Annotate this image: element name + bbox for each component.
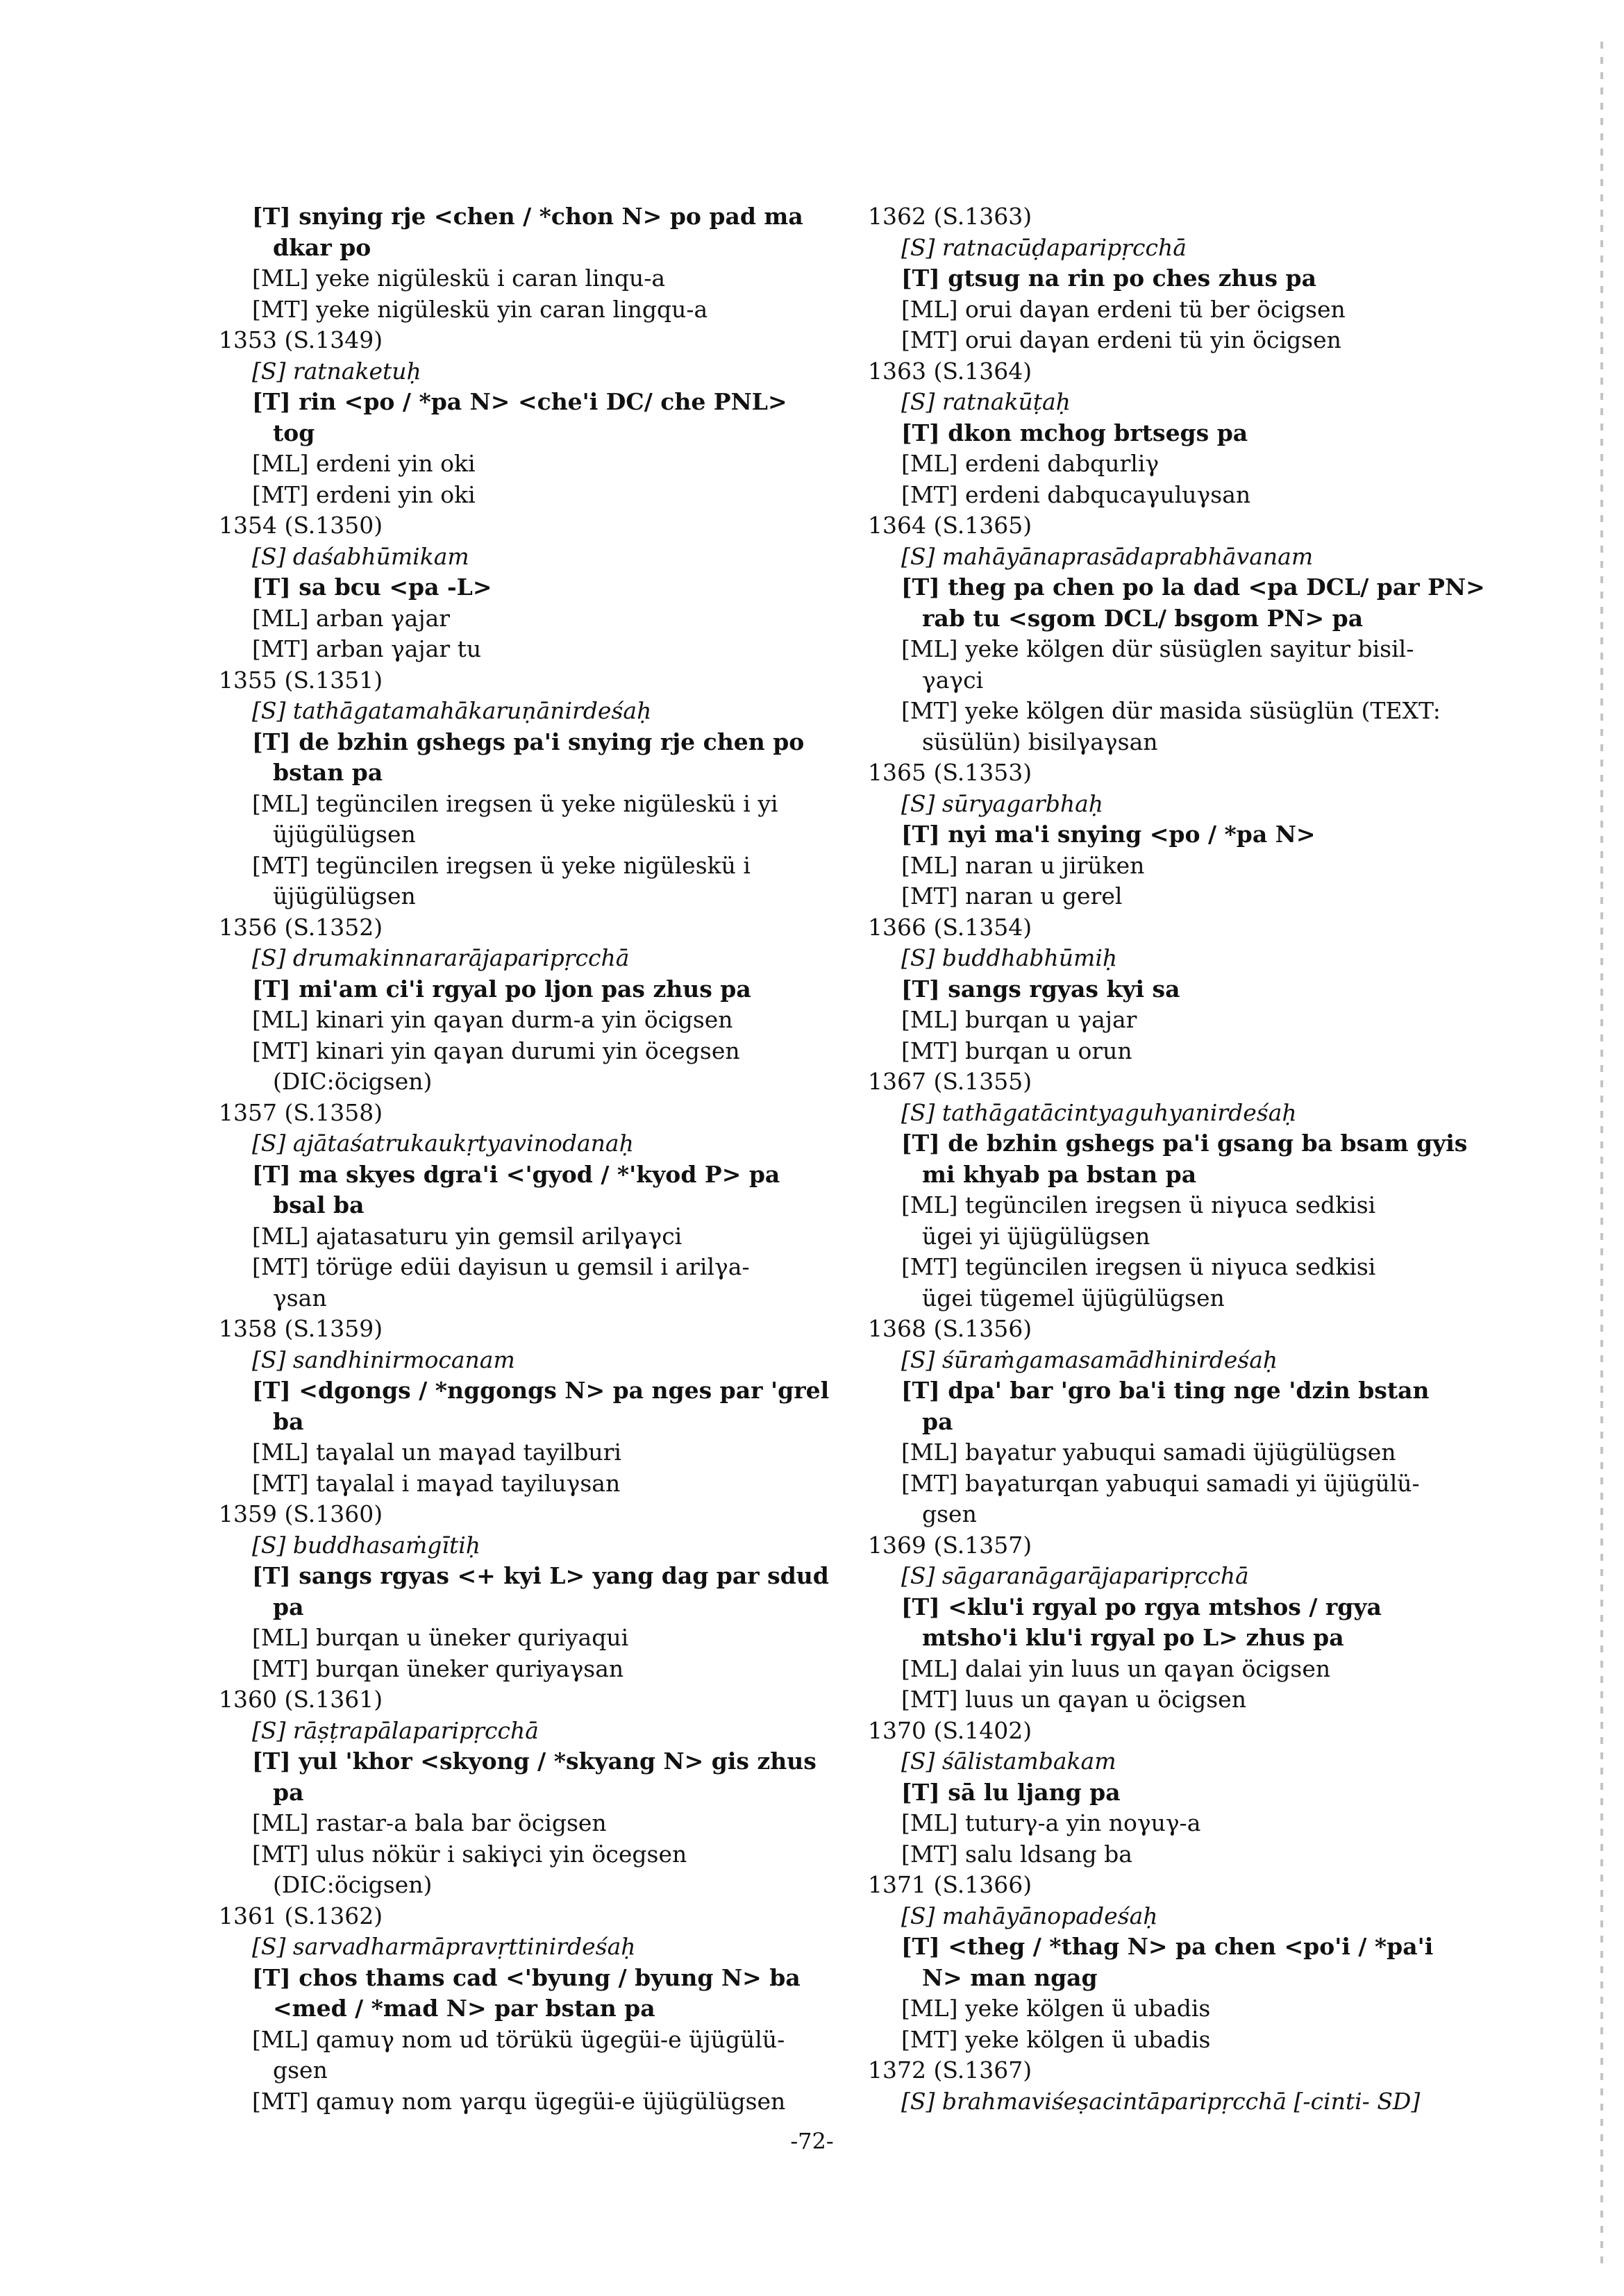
entry-line <box>219 1005 885 1036</box>
line-text: [S] śūraṁgamasamādhinirdeśaḥ <box>901 1346 1278 1373</box>
line-text: [S] sūryagarbhaḥ <box>901 789 1104 817</box>
entry-line <box>868 1345 1534 1376</box>
entry-line <box>219 1932 885 1963</box>
entry-line <box>219 696 885 727</box>
entry-line <box>219 727 885 758</box>
line-text: bstan pa <box>273 759 383 786</box>
line-text: [ML] tuturγ-a yin noγuγ-a <box>901 1809 1201 1836</box>
entry-line <box>219 542 885 573</box>
line-text: [MT] yeke nigüleskü yin caran lingqu-a <box>252 295 708 323</box>
line-text: rab tu <sgom DCL/ bsgom PN> pa <box>922 604 1364 632</box>
line-text: 1360 (S.1361) <box>219 1686 383 1713</box>
line-text: N> man ngag <box>922 1963 1098 1991</box>
entry-line <box>219 1963 885 1994</box>
line-text: 1353 (S.1349) <box>219 326 383 353</box>
line-text: 1366 (S.1354) <box>868 913 1032 941</box>
line-text: [MT] erdeni dabqucaγuluγsan <box>901 480 1251 508</box>
line-text: [ML] rastar-a bala bar öcigsen <box>252 1809 607 1836</box>
line-text: [T] nyi ma'i snying <po / *pa N> <box>901 821 1316 848</box>
entry-number <box>219 325 885 356</box>
line-text: gsen <box>922 1500 977 1527</box>
entry-line <box>219 1654 885 1685</box>
entry-line <box>868 1190 1534 1221</box>
line-text: [S] sarvadharmāpravṛttinirdeśaḥ <box>252 1933 636 1960</box>
line-text: [ML] erdeni yin oki <box>252 450 476 477</box>
entry-line <box>219 1221 885 1252</box>
line-text: γsan <box>273 1284 327 1312</box>
entry-line <box>868 1283 1534 1314</box>
line-text: [ML] erdeni dabqurliγ <box>901 450 1160 477</box>
line-text: [T] gtsug na rin po ches zhus pa <box>901 265 1316 292</box>
line-text: 1362 (S.1363) <box>868 203 1032 230</box>
line-text: [ML] yeke nigüleskü i caran linqu-a <box>252 265 666 292</box>
entry-number <box>868 510 1534 542</box>
entry-line <box>219 1190 885 1221</box>
line-text: [T] sa bcu <pa -L> <box>252 573 492 601</box>
line-text: [S] ratnacūḍaparipṛcchā <box>901 233 1187 261</box>
line-text: 1356 (S.1352) <box>219 913 383 941</box>
line-text: [ML] tegüncilen iregsen ü niγuca sedkisi <box>901 1191 1376 1218</box>
entry-line <box>219 1777 885 1809</box>
line-text: [ML] dalai yin luus un qaγan öcigsen <box>901 1654 1331 1682</box>
entry-line <box>219 1870 885 1901</box>
entry-number <box>868 2055 1534 2086</box>
entry-line <box>868 1623 1534 1654</box>
entry-line <box>219 1128 885 1159</box>
entry-line <box>219 943 885 974</box>
entry-line <box>219 1592 885 1623</box>
line-text: [T] sangs rgyas kyi sa <box>901 975 1180 1003</box>
entry-line <box>219 387 885 418</box>
line-text: [ML] arban γajar <box>252 604 451 632</box>
entry-number <box>219 1314 885 1345</box>
line-text: (DIC:öcigsen) <box>273 1871 433 1898</box>
line-text: [S] ratnaketuḥ <box>252 357 421 385</box>
entry-line <box>868 387 1534 418</box>
scan-edge-mark <box>1600 42 1603 2263</box>
entry-number <box>219 1684 885 1716</box>
line-text: [S] drumakinnararājaparipṛcchā <box>252 944 630 971</box>
entry-line <box>868 1592 1534 1623</box>
line-text: [MT] ulus nökür i sakiγci yin öcegsen <box>252 1840 687 1868</box>
entry-line <box>868 2086 1534 2118</box>
line-text: [MT] naran u gerel <box>901 882 1123 910</box>
line-text: [ML] naran u jirüken <box>901 851 1145 879</box>
line-text: [S] sandhinirmocanam <box>252 1346 515 1373</box>
entry-line <box>219 819 885 850</box>
line-text: 1363 (S.1364) <box>868 357 1032 385</box>
entry-line <box>219 1561 885 1592</box>
entry-number <box>868 757 1534 789</box>
line-text: dkar po <box>273 233 371 261</box>
entry-number <box>868 1066 1534 1098</box>
entry-line <box>868 542 1534 573</box>
line-text: pa <box>273 1593 304 1620</box>
entry-line <box>868 1746 1534 1777</box>
entry-line <box>219 850 885 882</box>
line-text: 1361 (S.1362) <box>219 1902 383 1929</box>
entry-line <box>868 1684 1534 1716</box>
entry-line <box>868 1777 1534 1809</box>
entry-line <box>868 263 1534 294</box>
entry-line <box>219 881 885 912</box>
line-text: 1359 (S.1360) <box>219 1500 383 1527</box>
entry-line <box>219 480 885 511</box>
line-text: [ML] qamuγ nom ud törükü ügegüi-e üjügülü- <box>252 2025 785 2053</box>
line-text: 1364 (S.1365) <box>868 512 1032 539</box>
line-text: 1372 (S.1367) <box>868 2056 1032 2084</box>
entry-line <box>219 1159 885 1191</box>
entry-line <box>219 2055 885 2086</box>
entry-line <box>219 1623 885 1654</box>
entry-line <box>868 418 1534 449</box>
line-text: [T] theg pa chen po la dad <pa DCL/ par PN> <box>901 573 1485 601</box>
line-text: [MT] burqan üneker quriyaγsan <box>252 1654 624 1682</box>
line-text: [ML] orui daγan erdeni tü ber öcigsen <box>901 295 1346 323</box>
line-text: [T] de bzhin gshegs pa'i gsang ba bsam gyis <box>901 1130 1468 1157</box>
line-text: 1370 (S.1402) <box>868 1716 1032 1744</box>
line-text: [MT] tegüncilen iregsen ü niγuca sedkisi <box>901 1253 1376 1280</box>
line-text: [MT] yeke kölgen ü ubadis <box>901 2025 1211 2053</box>
entry-line <box>868 1221 1534 1252</box>
entry-line <box>868 1901 1534 1932</box>
line-text: [S] daśabhūmikam <box>252 542 469 570</box>
line-text: 1355 (S.1351) <box>219 666 383 694</box>
entry-line <box>219 233 885 264</box>
entry-line <box>868 1561 1534 1592</box>
entry-line <box>219 1746 885 1777</box>
line-text: 1354 (S.1350) <box>219 512 383 539</box>
line-text: 1371 (S.1366) <box>868 1871 1032 1898</box>
entry-line <box>219 1468 885 1500</box>
line-text: [ML] kinari yin qaγan durm-a yin öcigsen <box>252 1006 733 1033</box>
entry-line <box>868 1375 1534 1407</box>
entry-line <box>219 263 885 294</box>
line-text: [ML] yeke kölgen dür süsüglen sayitur bisil- <box>901 635 1414 662</box>
line-text: [MT] orui daγan erdeni tü yin öcigsen <box>901 326 1341 353</box>
line-text: <med / *mad N> par bstan pa <box>273 1995 655 2022</box>
entry-number <box>868 1716 1534 1747</box>
line-text: 1368 (S.1356) <box>868 1315 1032 1342</box>
entry-line <box>868 572 1534 603</box>
right-column <box>868 201 1534 2117</box>
entry-number <box>219 665 885 696</box>
line-text: [MT] tegüncilen iregsen ü yeke nigüleskü i <box>252 851 751 879</box>
entry-number <box>868 201 1534 233</box>
line-text: [S] sāgaranāgarājaparipṛcchā <box>901 1562 1249 1589</box>
entry-line <box>219 974 885 1005</box>
entry-line <box>219 1252 885 1283</box>
entry-line <box>868 325 1534 356</box>
entry-line <box>868 1839 1534 1870</box>
line-text: [S] ratnakūṭaḥ <box>901 388 1071 415</box>
line-text: [T] <klu'i rgyal po rgya mtshos / rgya <box>901 1593 1382 1620</box>
line-text: [MT] taγalal i maγad tayiluγsan <box>252 1469 621 1497</box>
entry-line <box>868 449 1534 480</box>
line-text: 1365 (S.1353) <box>868 759 1032 786</box>
line-text: mtsho'i klu'i rgyal po L> zhus pa <box>922 1624 1344 1651</box>
entry-line <box>868 974 1534 1005</box>
line-text: γaγci <box>922 666 984 694</box>
entry-number <box>219 510 885 542</box>
entry-line <box>219 1808 885 1839</box>
entry-line <box>868 1437 1534 1468</box>
entry-line <box>868 1036 1534 1067</box>
line-text: [S] tathāgatācintyaguhyanirdeśaḥ <box>901 1098 1297 1126</box>
entry-line <box>219 356 885 387</box>
line-text: [T] chos thams cad <'byung / byung N> ba <box>252 1963 801 1991</box>
line-text: [MT] kinari yin qaγan durumi yin öcegsen <box>252 1037 740 1064</box>
entry-line <box>219 2086 885 2118</box>
page-number: -72- <box>790 2128 834 2154</box>
entry-line <box>868 881 1534 912</box>
entry-line <box>219 1036 885 1067</box>
entry-line <box>868 665 1534 696</box>
line-text: [T] rin <po / *pa N> <che'i DC/ che PNL> <box>252 388 787 415</box>
entry-line <box>868 1499 1534 1530</box>
entry-line <box>219 572 885 603</box>
line-text: [T] snying rje <chen / *chon N> po pad ma <box>252 203 803 230</box>
entry-line <box>868 1252 1534 1283</box>
line-text: [T] dpa' bar 'gro ba'i ting nge 'dzin bstan <box>901 1377 1430 1404</box>
entry-line <box>868 696 1534 727</box>
line-text: [S] tathāgatamahākaruṇānirdeśaḥ <box>252 697 652 724</box>
entry-line <box>868 819 1534 850</box>
line-text: [T] yul 'khor <skyong / *skyang N> gis zhus <box>252 1748 817 1775</box>
line-text: süsülün) bisilγaγsan <box>922 728 1158 755</box>
entry-line <box>219 1345 885 1376</box>
line-text: ba <box>273 1407 304 1435</box>
line-text: [T] <theg / *thag N> pa chen <po'i / *pa'i <box>901 1933 1434 1960</box>
line-text: [ML] ajatasaturu yin gemsil arilγaγci <box>252 1222 683 1250</box>
entry-line <box>219 1839 885 1870</box>
line-text: pa <box>273 1778 304 1806</box>
line-text: ügei yi üjügülügsen <box>922 1222 1150 1250</box>
entry-line <box>868 2025 1534 2056</box>
entry-line <box>868 1128 1534 1159</box>
entry-line <box>219 1530 885 1561</box>
entry-line <box>868 1159 1534 1191</box>
entry-line <box>868 1407 1534 1438</box>
entry-line <box>868 634 1534 665</box>
line-text: [S] mahāyānaprasādaprabhāvanam <box>901 542 1314 570</box>
line-text: [S] buddhasaṁgītiḥ <box>252 1531 481 1559</box>
entry-line <box>868 1005 1534 1036</box>
line-text: [MT] burqan u orun <box>901 1037 1132 1064</box>
line-text: 1358 (S.1359) <box>219 1315 383 1342</box>
line-text: [MT] arban γajar tu <box>252 635 482 662</box>
entry-number <box>868 356 1534 387</box>
entry-number <box>868 1870 1534 1901</box>
entry-line <box>219 1993 885 2025</box>
line-text: [MT] luus un qaγan u öcigsen <box>901 1686 1246 1713</box>
line-text: [S] śālistambakam <box>901 1748 1116 1775</box>
entry-number <box>868 1530 1534 1561</box>
entry-line <box>219 603 885 635</box>
entry-line <box>219 449 885 480</box>
line-text: [T] mi'am ci'i rgyal po ljon pas zhus pa <box>252 975 751 1003</box>
entry-line <box>219 2025 885 2056</box>
line-text: [MT] qamuγ nom γarqu ügegüi-e üjügülügsen <box>252 2087 786 2115</box>
line-text: [ML] yeke kölgen ü ubadis <box>901 1995 1211 2022</box>
line-text: [MT] baγaturqan yabuqui samadi yi üjügülü- <box>901 1469 1420 1497</box>
line-text: pa <box>922 1407 953 1435</box>
line-text: mi khyab pa bstan pa <box>922 1160 1197 1188</box>
entry-line <box>868 1808 1534 1839</box>
line-text: üjügülügsen <box>273 821 416 848</box>
entry-line <box>219 1375 885 1407</box>
entry-line <box>868 1963 1534 1994</box>
line-text: [ML] taγalal un maγad tayilburi <box>252 1439 621 1466</box>
line-text: [T] de bzhin gshegs pa'i snying rje chen po <box>252 728 805 755</box>
line-text: [S] rāṣṭrapālaparipṛcchā <box>252 1716 539 1744</box>
entry-line <box>219 789 885 820</box>
entry-line <box>868 850 1534 882</box>
entry-line <box>868 294 1534 326</box>
entry-number <box>219 1499 885 1530</box>
entry-line <box>868 1468 1534 1500</box>
line-text: 1357 (S.1358) <box>219 1098 383 1126</box>
line-text: (DIC:öcigsen) <box>273 1068 433 1095</box>
entry-number <box>219 912 885 944</box>
line-text: [ML] tegüncilen iregsen ü yeke nigüleskü i yi <box>252 789 778 817</box>
line-text: tog <box>273 419 315 446</box>
entry-number <box>868 912 1534 944</box>
line-text: [T] sā lu ljang pa <box>901 1778 1121 1806</box>
entry-line <box>868 1654 1534 1685</box>
entry-line <box>868 1932 1534 1963</box>
entry-number <box>868 1314 1534 1345</box>
entry-line <box>219 1283 885 1314</box>
entry-line <box>219 1066 885 1098</box>
entry-line <box>868 727 1534 758</box>
line-text: 1367 (S.1355) <box>868 1068 1032 1095</box>
entry-line <box>868 943 1534 974</box>
entry-line <box>868 1993 1534 2025</box>
entry-line <box>868 1098 1534 1129</box>
line-text: ügei tügemel üjügülügsen <box>922 1284 1225 1312</box>
entry-line <box>219 418 885 449</box>
entry-line <box>219 1407 885 1438</box>
line-text: [S] brahmaviśeṣacintāparipṛcchā [-cinti- SD] <box>901 2087 1421 2115</box>
line-text: üjügülügsen <box>273 882 416 910</box>
left-column <box>219 201 885 2117</box>
line-text: [T] dkon mchog brtsegs pa <box>901 419 1248 446</box>
line-text: [MT] salu ldsang ba <box>901 1840 1132 1868</box>
entry-line <box>868 789 1534 820</box>
line-text: [S] ajātaśatrukaukṛtyavinodanaḥ <box>252 1130 634 1157</box>
entry-line <box>219 1716 885 1747</box>
line-text: bsal ba <box>273 1191 365 1218</box>
entry-number <box>219 1901 885 1932</box>
line-text: [MT] törüge edüi dayisun u gemsil i arilγa- <box>252 1253 750 1280</box>
line-text: [ML] burqan u γajar <box>901 1006 1137 1033</box>
entry-line <box>868 603 1534 635</box>
entry-line <box>219 201 885 233</box>
line-text: [T] sangs rgyas <+ kyi L> yang dag par sdud <box>252 1562 829 1589</box>
line-text: [MT] erdeni yin oki <box>252 480 476 508</box>
line-text: [S] buddhabhūmiḥ <box>901 944 1118 971</box>
line-text: [ML] baγatur yabuqui samadi üjügülügsen <box>901 1439 1396 1466</box>
entry-number <box>219 1098 885 1129</box>
line-text: 1369 (S.1357) <box>868 1531 1032 1559</box>
entry-line <box>868 233 1534 264</box>
line-text: [S] mahāyānopadeśaḥ <box>901 1902 1158 1929</box>
entry-line <box>868 480 1534 511</box>
entry-line <box>219 757 885 789</box>
entry-line <box>219 634 885 665</box>
line-text: [ML] burqan u üneker quriyaqui <box>252 1624 629 1651</box>
line-text: [MT] yeke kölgen dür masida süsüglün (TEXT: <box>901 697 1441 724</box>
line-text: [T] <dgongs / *nggongs N> pa nges par 'grel <box>252 1377 830 1404</box>
line-text: gsen <box>273 2056 328 2084</box>
line-text: [T] ma skyes dgra'i <'gyod / *'kyod P> pa <box>252 1160 780 1188</box>
entry-line <box>219 294 885 326</box>
entry-line <box>219 1437 885 1468</box>
